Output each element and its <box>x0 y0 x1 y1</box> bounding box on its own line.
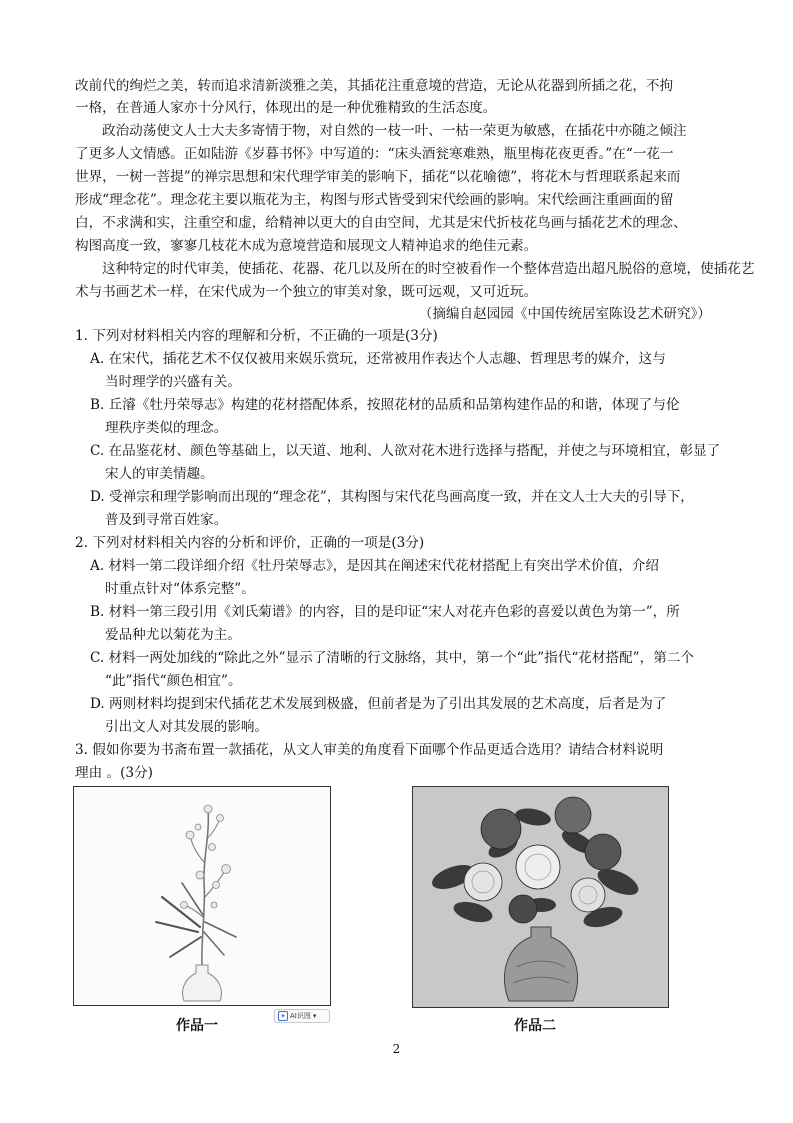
q1-option-a: A. 在宋代，插花艺术不仅仅被用来娱乐赏玩，还常被用作表达个人志趣、哲理思考的媒介，这与 <box>90 351 666 367</box>
peony-vase-icon <box>413 787 668 1007</box>
q2-option-c: C. 材料一两处加线的“除此之外”显示了清晰的行文脉络，其中，第一个“此”指代“花材搭配”，第二个 <box>90 650 695 666</box>
q1-option-b: B. 丘濬《牡丹荣辱志》构建的花材搭配体系，按照花材的品质和品第构建作品的和谐，体现了与伦 <box>90 397 680 413</box>
q1-option-c: C. 在品鉴花材、颜色等基础上，以天道、地利、人欲对花木进行选择与搭配，并使之与环境相宜，彰显了 <box>90 443 721 459</box>
ai-recognize-label: AI识图 <box>290 1012 311 1020</box>
artwork-1-image[interactable] <box>73 786 331 1006</box>
scan-icon: ◈ <box>278 1011 288 1021</box>
paragraph-line: 这种特定的时代审美，使插花、花器、花几以及所在的时空被看作一个整体营造出超凡脱俗的意境，使插花艺 <box>102 261 755 277</box>
paragraph-line: 世界，一树一菩提”的禅宗思想和宋代理学审美的影响下，插花“以花喻德”，将花木与哲理联系起来而 <box>75 169 681 185</box>
q1-option-d-cont: 普及到寻常百姓家。 <box>105 512 228 528</box>
q1-option-d: D. 受禅宗和理学影响而出现的“理念花”，其构图与宋代花鸟画高度一致，并在文人士大夫的引导下， <box>90 489 694 505</box>
paragraph-line: 一格，在普通人家亦十分风行，体现出的是一种优雅精致的生活态度。 <box>75 100 497 116</box>
page-number: 2 <box>392 1042 401 1056</box>
question-3-stem: 3. 假如你要为书斋布置一款插花，从文人审美的角度看下面哪个作品更适合选用？请结合材料说明 <box>75 742 664 758</box>
artwork-2-caption: 作品二 <box>514 1018 556 1034</box>
paragraph-line: 了更多人文情感。正如陆游《岁暮书怀》中写道的：“床头酒瓮寒难熟，瓶里梅花夜更香。”在“一花一 <box>75 146 674 162</box>
plum-blossom-vase-icon <box>74 787 330 1005</box>
question-2-stem: 2. 下列对材料相关内容的分析和评价，正确的一项是(3分) <box>75 535 425 551</box>
ai-recognize-button[interactable] <box>274 1009 330 1023</box>
question-1-stem: 1. 下列对材料相关内容的理解和分析，不正确的一项是(3分) <box>75 328 438 344</box>
q2-option-d: D. 两则材料均提到宋代插花艺术发展到极盛，但前者是为了引出其发展的艺术高度，后者是为了 <box>90 696 667 712</box>
q2-option-a: A. 材料一第二段详细介绍《牡丹荣辱志》，是因其在阐述宋代花材搭配上有突出学术价值，介绍 <box>90 558 659 574</box>
paragraph-line: 术与书画艺术一样，在宋代成为一个独立的审美对象，既可远观，又可近玩。 <box>75 284 538 300</box>
artwork-2-image[interactable] <box>412 786 669 1008</box>
q2-option-b: B. 材料一第三段引用《刘氏菊谱》的内容，目的是印证“宋人对花卉色彩的喜爱以黄色为第一”，所 <box>90 604 680 620</box>
q1-option-c-cont: 宋人的审美情趣。 <box>105 466 214 482</box>
paragraph-line: 构图高度一致，寥寥几枝花木成为意境营造和展现文人精神追求的绝佳元素。 <box>75 238 538 254</box>
q2-option-b-cont: 爱品种尤以菊花为主。 <box>105 627 241 643</box>
q1-option-a-cont: 当时理学的兴盛有关。 <box>105 374 241 390</box>
q1-option-b-cont: 理秩序类似的理念。 <box>105 420 228 436</box>
question-3-stem-cont: 理由 。(3分) <box>75 765 153 781</box>
artwork-1-caption: 作品一 <box>176 1018 218 1034</box>
q2-option-d-cont: 引出文人对其发展的影响。 <box>105 719 269 735</box>
q2-option-c-cont: “此”指代“颜色相宜”。 <box>105 673 242 689</box>
q2-option-a-cont: 时重点针对“体系完整”。 <box>105 581 255 597</box>
paragraph-line: 改前代的绚烂之美，转而追求清新淡雅之美，其插花注重意境的营造，无论从花器到所插之花，不拘 <box>75 78 674 94</box>
source-citation: （摘编自赵园园《中国传统居室陈设艺术研究》） <box>418 306 711 322</box>
paragraph-line: 政治动荡使文人士大夫多寄情于物，对自然的一枝一叶、一枯一荣更为敏感，在插花中亦随之倾注 <box>102 123 687 139</box>
paragraph-line: 白，不求满和实，注重空和虚，给精神以更大的自由空间，尤其是宋代折枝花鸟画与插花艺术的理念、 <box>75 215 687 231</box>
chevron-down-icon: ▾ <box>312 1012 317 1020</box>
paragraph-line: 形成“理念花”。理念花主要以瓶花为主，构图与形式皆受到宋代绘画的影响。宋代绘画注重画面的留 <box>75 192 674 208</box>
